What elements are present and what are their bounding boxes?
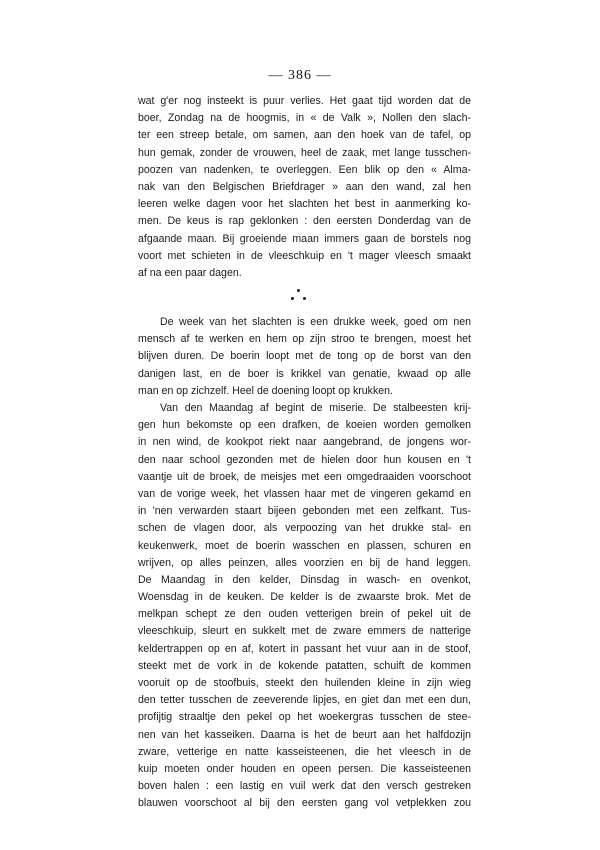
text-line: hun gemak, zonder de vrouwen, heel de zaak, met lange tusschen- xyxy=(138,146,471,159)
paragraph-2 xyxy=(138,314,471,400)
text-line: keldertrappen op en af, kotert in passant het vuur aan in de stoof, xyxy=(138,642,471,655)
text-line: ter een streep betale, om samen, aan den hoek van de tafel, op xyxy=(138,129,471,142)
text-line: mensch af te werken en hem op zijn stroo te brengen, moest het xyxy=(138,333,471,346)
text-line: melkpan schept ze den ouden vetterigen brein of pekel uit de xyxy=(138,608,471,621)
text-line: in 'nen verwarden staart bijeen gebonden met een zelfkant. Tus- xyxy=(138,505,471,518)
text-line: afgaande maan. Bij groeiende maan immers gaan de borstels nog xyxy=(138,232,471,245)
text-line: schen de vlagen door, als verpoozing van het drukke stal- en xyxy=(138,522,471,535)
text-line: van de vorige week, het vlassen haar met de vingeren gekamd en xyxy=(138,487,471,500)
text-line: nen van het kasseiken. Daarna is het de beurt aan het halfdozijn xyxy=(138,728,471,741)
section-break-asterism xyxy=(138,284,471,310)
text-line: wrijven, op alles peinzen, alles voorzien en bij de hand leggen. xyxy=(138,556,471,569)
text-line: Woensdag in de keuken. De kelder is de zwaarste brok. Met de xyxy=(138,591,471,604)
body-text xyxy=(138,93,471,813)
text-line: blijven duren. De boerin loopt met de tong op de borst van den xyxy=(138,350,471,363)
asterism-dot xyxy=(291,297,294,300)
text-line: den tetter tusschen de zeeverende lipjes, en giet dan met een dun, xyxy=(138,694,471,707)
text-line: gen hun bekomste op een drafken, de koeien worden gemolken xyxy=(138,419,471,432)
text-line: kuip moeten onder houden en opeen persen. Die kasseisteenen xyxy=(138,762,471,775)
text-line: steekt met de vork in de kokende patatten, schuift de kommen xyxy=(138,659,471,672)
text-line: Van den Maandag af begint de miserie. De stalbeesten krij- xyxy=(160,402,471,414)
text-line: keukenwerk, moet de boerin wasschen en plassen, schuren en xyxy=(138,539,471,552)
text-line: nak van den Belgischen Briefdrager » aan den wand, zal hen xyxy=(138,180,471,193)
text-line: den naar school gezonden met de hielen door hun kousen en 't xyxy=(138,453,471,466)
text-line: men. De keus is rap geklonken : den eersten Donderdag van de xyxy=(138,215,471,228)
text-line: De week van het slachten is een drukke week, goed om nen xyxy=(160,316,471,329)
text-line: boven halen : een lastig en vuil werk dat den versch gestreken xyxy=(138,780,471,793)
paragraph-1 xyxy=(138,93,471,282)
page-number: — 386 — xyxy=(268,68,332,83)
text-line: danigen last, en de boer is krikkel van genatie, kwaad op alle xyxy=(138,367,471,380)
text-line: voort met schieten in de vleeschkuip en 't mager vleesch smaakt xyxy=(138,249,471,262)
text-line: vaantje uit de broek, de meisjes met een omgedraaiden voorschoot xyxy=(138,470,471,483)
asterism-dot xyxy=(297,289,300,292)
text-line: profijtig straaltje den pekel op het woekergras tusschen de stee- xyxy=(138,711,471,724)
text-line: wat g'er nog insteekt is puur verlies. Het gaat tijd worden dat de xyxy=(138,95,471,107)
text-line: blauwen voorschoot al bij den eersten gang vol vetplekken zou xyxy=(138,797,471,810)
asterism-dot xyxy=(303,297,306,300)
text-line: leeren welke dagen voor het slachten het best in aanmerking ko- xyxy=(138,198,471,211)
text-line: De Maandag in den kelder, Dinsdag in wasch- en ovenkot, xyxy=(138,573,471,586)
text-line: in nen wind, de kookpot riekt naar aangebrand, de jongens wor- xyxy=(138,436,471,449)
text-line: vleeschkuip, sleurt en sukkelt met de zware emmers de natterige xyxy=(138,625,471,638)
text-line: zware, vetterige en natte kasseisteenen, die het vleesch in de xyxy=(138,745,471,758)
paragraph-3 xyxy=(138,400,471,813)
text-line: poozen van nadenken, te overleggen. Een blik op den « Alma- xyxy=(138,163,471,176)
text-line: man en op zichzelf. Heel de doening loopt op krukken. xyxy=(138,384,394,397)
text-line: boer, Zondag na de hoogmis, in « de Valk », Nollen den slach- xyxy=(138,112,471,125)
text-line: af na een paar dagen. xyxy=(138,266,242,279)
text-line: vooruit op de stoofbuis, steekt den huilenden kleine in zijn wieg xyxy=(138,677,471,689)
